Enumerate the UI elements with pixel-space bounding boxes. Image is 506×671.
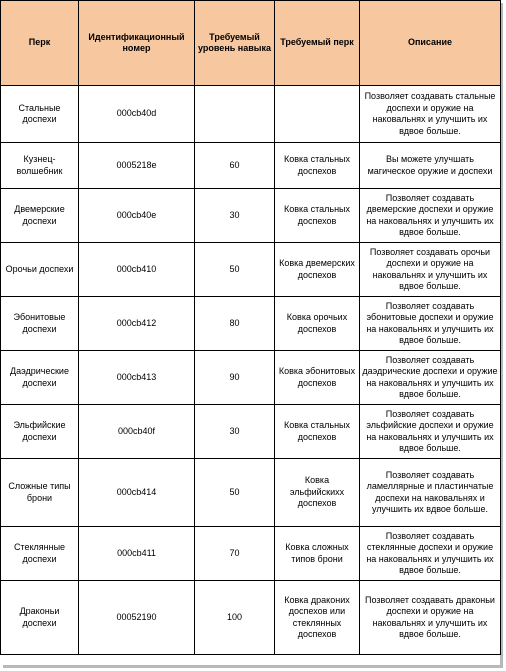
cell-description: Позволяет создавать стеклянные доспехи и оружие на наковальнях и улучшить их вдвое больше. [360,527,501,581]
cell-level: 50 [195,459,275,527]
cell-description: Позволяет создавать ламеллярные и пластинчатые доспехи на наковальнях и улучшить их вдвое больше. [360,459,501,527]
cell-level: 80 [195,297,275,351]
table-row [1,86,501,143]
cell-description: Позволяет создавать драконьи доспехи и оружие на наковальнях и улучшить их вдвое больше. [360,581,501,655]
table-row [1,581,501,655]
cell-description: Позволяет создавать эльфийские доспехи и оружие на наковальнях и улучшить их вдвое больше. [360,405,501,459]
cell-perk: Кузнец-волшебник [1,143,79,189]
cell-required-perk: Ковка эльфийскихх доспехов [275,459,360,527]
table-row [1,527,501,581]
cell-level: 50 [195,243,275,297]
table-row [1,351,501,405]
cell-level [195,86,275,143]
cell-level: 90 [195,351,275,405]
cell-level: 60 [195,143,275,189]
cell-id: 000cb40d [79,86,195,143]
header-id: Идентификационный номер [79,1,195,86]
cell-description: Позволяет создавать двемерские доспехи и оружие на наковальнях и улучшить их вдвое больше. [360,189,501,243]
cell-description: Позволяет создавать стальные доспехи и оружие на наковальнях и улучшить их вдвое больше. [360,86,501,143]
cell-perk: Стальные доспехи [1,86,79,143]
header-description: Описание [360,1,501,86]
cell-id: 000cb410 [79,243,195,297]
cell-id: 0005218e [79,143,195,189]
header-row [1,1,501,86]
header-required-perk: Требуемый перк [275,1,360,86]
cell-id: 000cb412 [79,297,195,351]
cell-id: 000cb40e [79,189,195,243]
cell-perk: Сложные типы брони [1,459,79,527]
cell-level: 70 [195,527,275,581]
cell-perk: Эльфийские доспехи [1,405,79,459]
table-row [1,459,501,527]
cell-description: Позволяет создавать орочьи доспехи и оружие на наковальнях и улучшить их вдвое больше. [360,243,501,297]
cell-level: 100 [195,581,275,655]
cell-perk: Орочьи доспехи [1,243,79,297]
cell-id: 000cb411 [79,527,195,581]
table-row [1,189,501,243]
header-level: Требуемый уровень навыка [195,1,275,86]
cell-id: 000cb413 [79,351,195,405]
cell-level: 30 [195,189,275,243]
cell-required-perk: Ковка двемерских доспехов [275,243,360,297]
cell-description: Позволяет создавать эбонитовые доспехи и оружие на наковальнях и улучшить их вдвое больше. [360,297,501,351]
cell-perk: Эбонитовые доспехи [1,297,79,351]
cell-description: Вы можете улучшать магическое оружие и доспехи [360,143,501,189]
cell-required-perk [275,86,360,143]
cell-id: 00052190 [79,581,195,655]
cell-required-perk: Ковка эбонитовых доспехов [275,351,360,405]
cell-required-perk: Ковка стальных доспехов [275,189,360,243]
cell-description: Позволяет создавать даэдрические доспехи и оружие на наковальнях и улучшить их вдвое больше. [360,351,501,405]
table-row [1,143,501,189]
cell-required-perk: Ковка стальных доспехов [275,143,360,189]
table-row [1,405,501,459]
cell-perk: Даэдрические доспехи [1,351,79,405]
cell-level: 30 [195,405,275,459]
cell-perk: Драконьи доспехи [1,581,79,655]
cell-perk: Стеклянные доспехи [1,527,79,581]
cell-required-perk: Ковка орочьих доспехов [275,297,360,351]
table-row [1,243,501,297]
cell-perk: Двемерские доспехи [1,189,79,243]
cell-required-perk: Ковка сложных типов брони [275,527,360,581]
table-row [1,297,501,351]
cell-id: 000cb40f [79,405,195,459]
cell-required-perk: Ковка драконих доспехов или стеклянных доспехов [275,581,360,655]
cell-required-perk: Ковка стальных доспехов [275,405,360,459]
header-perk: Перк [1,1,79,86]
cell-id: 000cb414 [79,459,195,527]
